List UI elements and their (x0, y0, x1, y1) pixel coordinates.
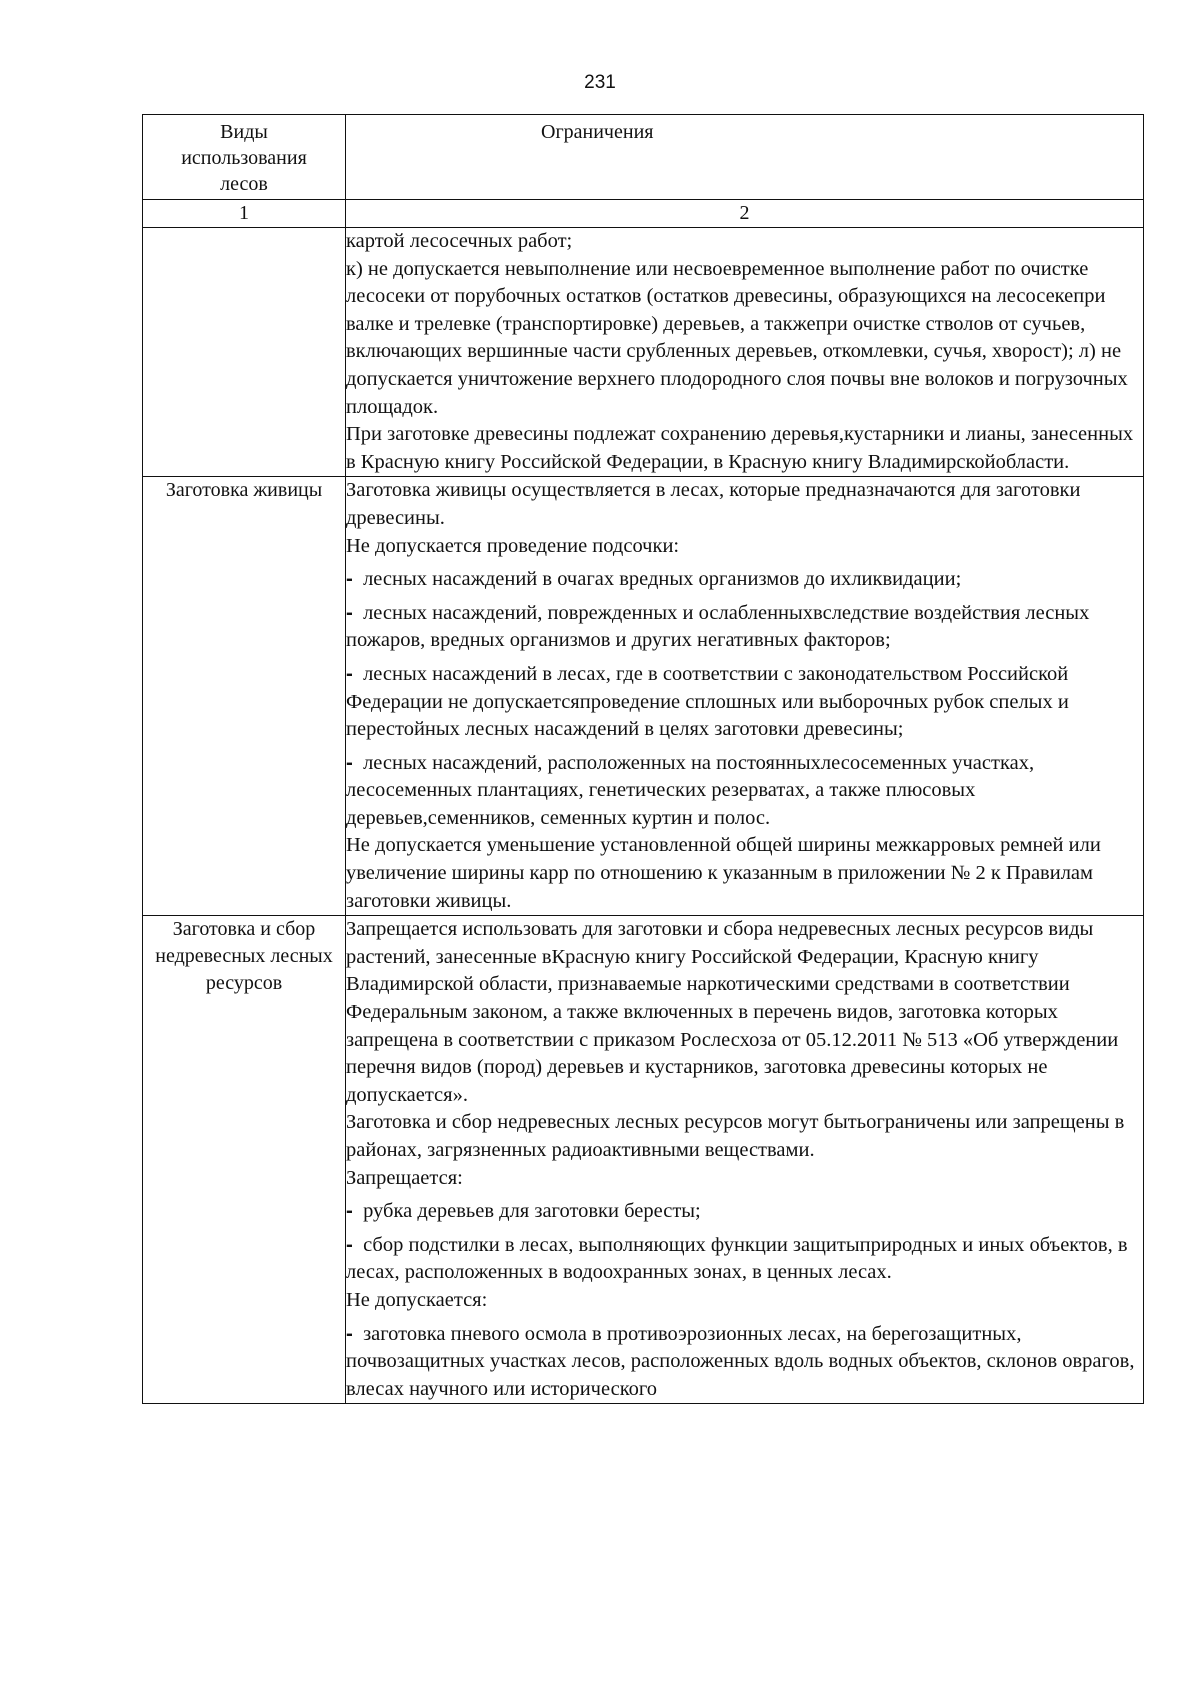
dash-marker: - (346, 661, 353, 685)
restriction-paragraph: Заготовка живицы осуществляется в лесах, которые предназначаются для заготовки древесины. (346, 479, 1081, 529)
table-row (143, 477, 1144, 916)
dash-marker: - (346, 1321, 353, 1345)
dash-marker: - (346, 1232, 353, 1256)
restriction-text: заготовка пневого осмола в противоэрозионных лесах, на берегозащитных, почвозащитных участках лесов, расположенных вдоль водных объектов, склонов оврагов, влесах научного или исторического (346, 1322, 1135, 1400)
restrictions-cell (346, 916, 1144, 1404)
restriction-text: лесных насаждений в очагах вредных организмов до ихликвидации; (363, 568, 962, 591)
header-usage-types (143, 115, 346, 200)
restriction-list-item (346, 1231, 1143, 1287)
usage-type-cell (143, 228, 346, 477)
column-number-2: 2 (346, 200, 1144, 228)
restriction-paragraph: к) не допускается невыполнение или несвоевременное выполнение работ по очистке лесосеки от порубочных остатков (остатков древесины, образующихся на лесосекепри валке и трелевке (транспортировке) деревьев, а такжепри очистке стволов от сучьев, включающих вершинные части срубленных деревьев, откомлевки, сучья, хворост); л) не допускается уничтожение верхнего плодородного слоя почвы вне волоков и погрузочных площадок. (346, 257, 1128, 418)
restriction-text: лесных насаждений, расположенных на постоянныхлесосеменных участках, лесосеменных плантациях, генетических резерватах, а также плюсовых деревьев,семенников, семенных куртин и полос. (346, 751, 1035, 829)
restriction-list-item (346, 749, 1143, 833)
restriction-paragraph: Не допускается: (346, 1288, 488, 1311)
dash-marker: - (346, 750, 353, 774)
restriction-list-item (346, 1320, 1143, 1404)
usage-type-cell: Заготовка и сбор недревесных лесных ресурсов (143, 916, 346, 1404)
column-number-1: 1 (143, 200, 346, 228)
restriction-paragraph: Заготовка и сбор недревесных лесных ресурсов могут бытьограничены или запрещены в районах, загрязненных радиоактивными веществами. (346, 1111, 1125, 1161)
restriction-text: лесных насаждений, поврежденных и ослабленныхвследствие воздействия лесных пожаров, вредных организмов и других негативных факторов; (346, 601, 1090, 652)
dash-marker: - (346, 600, 353, 624)
header-usage-types-line: Виды (220, 121, 268, 143)
restriction-text: лесных насаждений в лесах, где в соответствии с законодательством Российской Федерации не допускаетсяпроведение сплошных или выборочных рубок спелых и перестойных лесных насаждений в целях заготовки древесины; (346, 662, 1069, 741)
restriction-paragraph: Запрещается использовать для заготовки и сбора недревесных лесных ресурсов виды растений, занесенные вКрасную книгу Российской Федерации, Красную книгу Владимирской области, признаваемые наркотическими средствами в соответствии Федеральным законом, а также включенных в перечень видов, заготовка которых запрещена в соответствии с приказом Рослесхоза от 05.12.2011 № 513 «Об утверждении перечня видов (пород) деревьев и кустарников, заготовка древесины которых не допускается». (346, 918, 1119, 1106)
restriction-paragraph: Запрещается: (346, 1166, 463, 1189)
restriction-paragraph: Не допускается уменьшение установленной общей ширины межкарровых ремней или увеличение ширины карр по отношению к указанным в приложении № 2 к Правилам заготовки живицы. (346, 834, 1101, 912)
column-number-row (143, 200, 1144, 228)
dash-marker: - (346, 567, 353, 591)
restriction-paragraph: картой лесосечных работ; (346, 230, 573, 252)
restrictions-cell (346, 228, 1144, 477)
restriction-text: сбор подстилки в лесах, выполняющих функции защитыприродных и иных объектов, в лесах, расположенных в водоохранных зонах, в ценных лесах. (346, 1233, 1128, 1284)
restriction-paragraph: Не допускается проведение подсочки: (346, 534, 680, 557)
header-usage-types-line: лесов (220, 173, 268, 195)
table-row (143, 916, 1144, 1404)
restriction-list-item (346, 599, 1143, 655)
restrictions-cell (346, 477, 1144, 916)
restriction-paragraph: При заготовке древесины подлежат сохранению деревья,кустарники и лианы, занесенных в Красную книгу Российской Федерации, в Красную книгу Владимирскойобласти. (346, 423, 1134, 473)
restrictions-table (142, 114, 1144, 1404)
table-row (143, 228, 1144, 477)
dash-marker: - (346, 1199, 353, 1223)
restriction-list-item (346, 660, 1143, 744)
table-header-row (143, 115, 1144, 200)
header-usage-types-line: использования (181, 147, 307, 169)
restriction-list-item (346, 565, 1143, 594)
header-restrictions: Ограничения (346, 115, 1144, 200)
page-number: 231 (584, 72, 616, 93)
usage-type-cell: Заготовка живицы (143, 477, 346, 916)
restriction-list-item (346, 1197, 1143, 1226)
restriction-text: рубка деревьев для заготовки бересты; (363, 1200, 701, 1223)
